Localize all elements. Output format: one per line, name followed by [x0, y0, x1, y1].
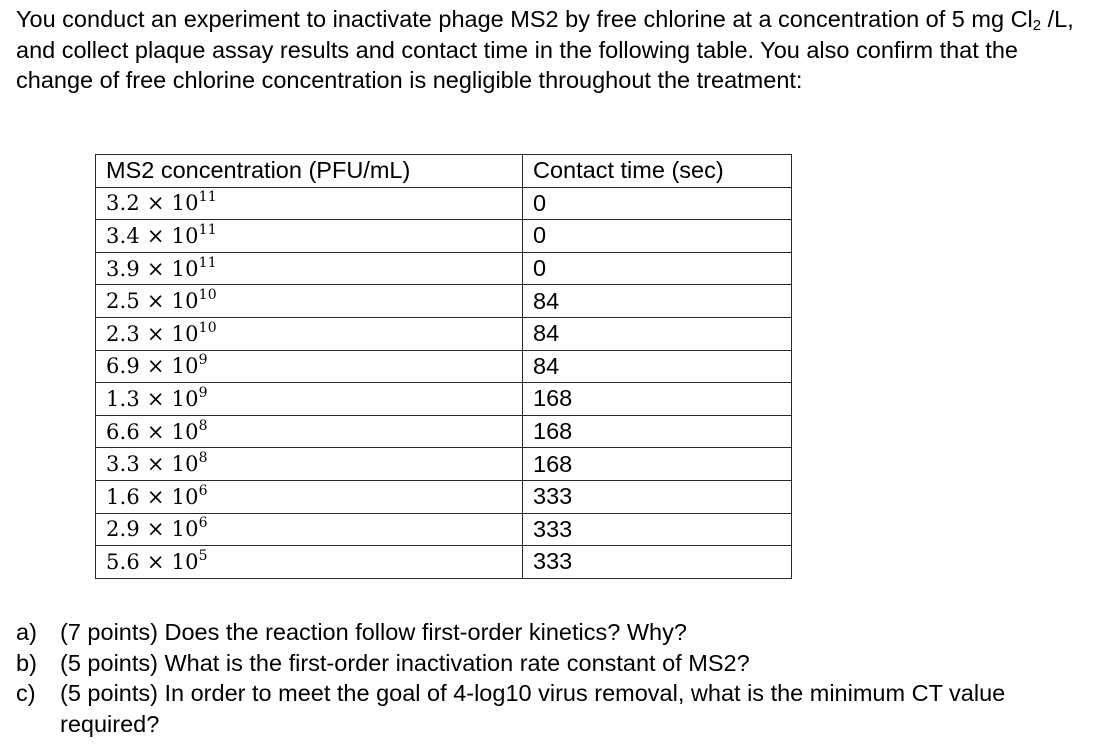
contact-time-cell: 0 — [523, 187, 792, 220]
concentration-exponent: 10 — [198, 287, 217, 304]
intro-text-part2: /L, and collect plaque assay results and contact time in the following table. You also confirm that the change of free chlorine concentration is negligible throughout the treatment: — [16, 6, 1074, 93]
contact-time-cell: 84 — [523, 350, 792, 383]
concentration-exponent: 6 — [198, 482, 208, 499]
table-row — [96, 350, 792, 383]
concentration-mantissa: 2.9 × 10 — [106, 517, 199, 542]
ms2-concentration-cell — [96, 415, 523, 448]
table-body — [96, 187, 792, 578]
concentration-mantissa: 3.4 × 10 — [106, 223, 199, 248]
contact-time-cell: 168 — [523, 448, 792, 481]
contact-time-cell: 333 — [523, 546, 792, 579]
concentration-exponent: 11 — [198, 189, 217, 206]
contact-time-cell: 333 — [523, 513, 792, 546]
data-table — [95, 154, 792, 579]
intro-subscript: 2 — [1032, 17, 1042, 34]
concentration-exponent: 8 — [198, 417, 208, 434]
table-row — [96, 513, 792, 546]
question-c — [16, 678, 1096, 739]
question-list — [16, 617, 1096, 739]
table-row — [96, 317, 792, 350]
question-letter: a) — [16, 619, 37, 645]
concentration-exponent: 8 — [198, 450, 208, 467]
concentration-exponent: 6 — [198, 515, 208, 532]
question-letter: c) — [16, 680, 36, 706]
question-text: (5 points) In order to meet the goal of 4-log10 virus removal, what is the minimum CT value required? — [60, 680, 1006, 737]
concentration-mantissa: 5.6 × 10 — [106, 549, 199, 574]
concentration-mantissa: 3.3 × 10 — [106, 452, 199, 477]
ms2-concentration-cell — [96, 448, 523, 481]
contact-time-cell: 0 — [523, 220, 792, 253]
concentration-mantissa: 3.9 × 10 — [106, 256, 199, 281]
ms2-concentration-cell — [96, 383, 523, 416]
concentration-mantissa: 2.5 × 10 — [106, 289, 199, 314]
table-row — [96, 285, 792, 318]
ms2-concentration-cell — [96, 350, 523, 383]
table-row — [96, 383, 792, 416]
table-row — [96, 187, 792, 220]
contact-time-cell: 168 — [523, 383, 792, 416]
concentration-exponent: 10 — [198, 319, 217, 336]
ms2-concentration-cell — [96, 480, 523, 513]
concentration-mantissa: 1.3 × 10 — [106, 386, 199, 411]
contact-time-cell: 84 — [523, 317, 792, 350]
concentration-exponent: 9 — [198, 384, 208, 401]
question-letter: b) — [16, 649, 37, 676]
ms2-concentration-cell — [96, 546, 523, 579]
concentration-mantissa: 6.9 × 10 — [106, 354, 199, 379]
table-row — [96, 448, 792, 481]
ms2-concentration-cell — [96, 317, 523, 350]
concentration-mantissa: 2.3 × 10 — [106, 321, 199, 346]
problem-statement — [16, 4, 1096, 96]
concentration-mantissa: 6.6 × 10 — [106, 419, 199, 444]
ms2-concentration-cell — [96, 187, 523, 220]
table-row — [96, 415, 792, 448]
contact-time-cell: 333 — [523, 480, 792, 513]
header-ms2-concentration: MS2 concentration (PFU/mL) — [96, 155, 523, 188]
concentration-exponent: 5 — [198, 547, 208, 564]
question-text: (5 points) What is the first-order inactivation rate constant of MS2? — [60, 649, 750, 676]
table-row — [96, 546, 792, 579]
ms2-concentration-cell — [96, 285, 523, 318]
concentration-mantissa: 1.6 × 10 — [106, 484, 199, 509]
contact-time-cell: 84 — [523, 285, 792, 318]
ms2-concentration-cell — [96, 220, 523, 253]
header-contact-time: Contact time (sec) — [523, 155, 792, 188]
contact-time-cell: 168 — [523, 415, 792, 448]
intro-text-part1: You conduct an experiment to inactivate phage MS2 by free chlorine at a concentration of 5 mg Cl — [16, 6, 1033, 32]
concentration-exponent: 11 — [198, 221, 217, 238]
ms2-concentration-cell — [96, 252, 523, 285]
table-header-row — [96, 155, 792, 188]
contact-time-cell: 0 — [523, 252, 792, 285]
ms2-concentration-cell — [96, 513, 523, 546]
table-row — [96, 480, 792, 513]
question-text: (7 points) Does the reaction follow first-order kinetics? Why? — [60, 619, 687, 645]
concentration-exponent: 9 — [198, 352, 208, 369]
concentration-mantissa: 3.2 × 10 — [106, 191, 199, 216]
table-row — [96, 252, 792, 285]
table-row — [96, 220, 792, 253]
question-a — [16, 617, 1096, 648]
question-b — [16, 648, 1096, 679]
concentration-exponent: 11 — [198, 254, 217, 271]
